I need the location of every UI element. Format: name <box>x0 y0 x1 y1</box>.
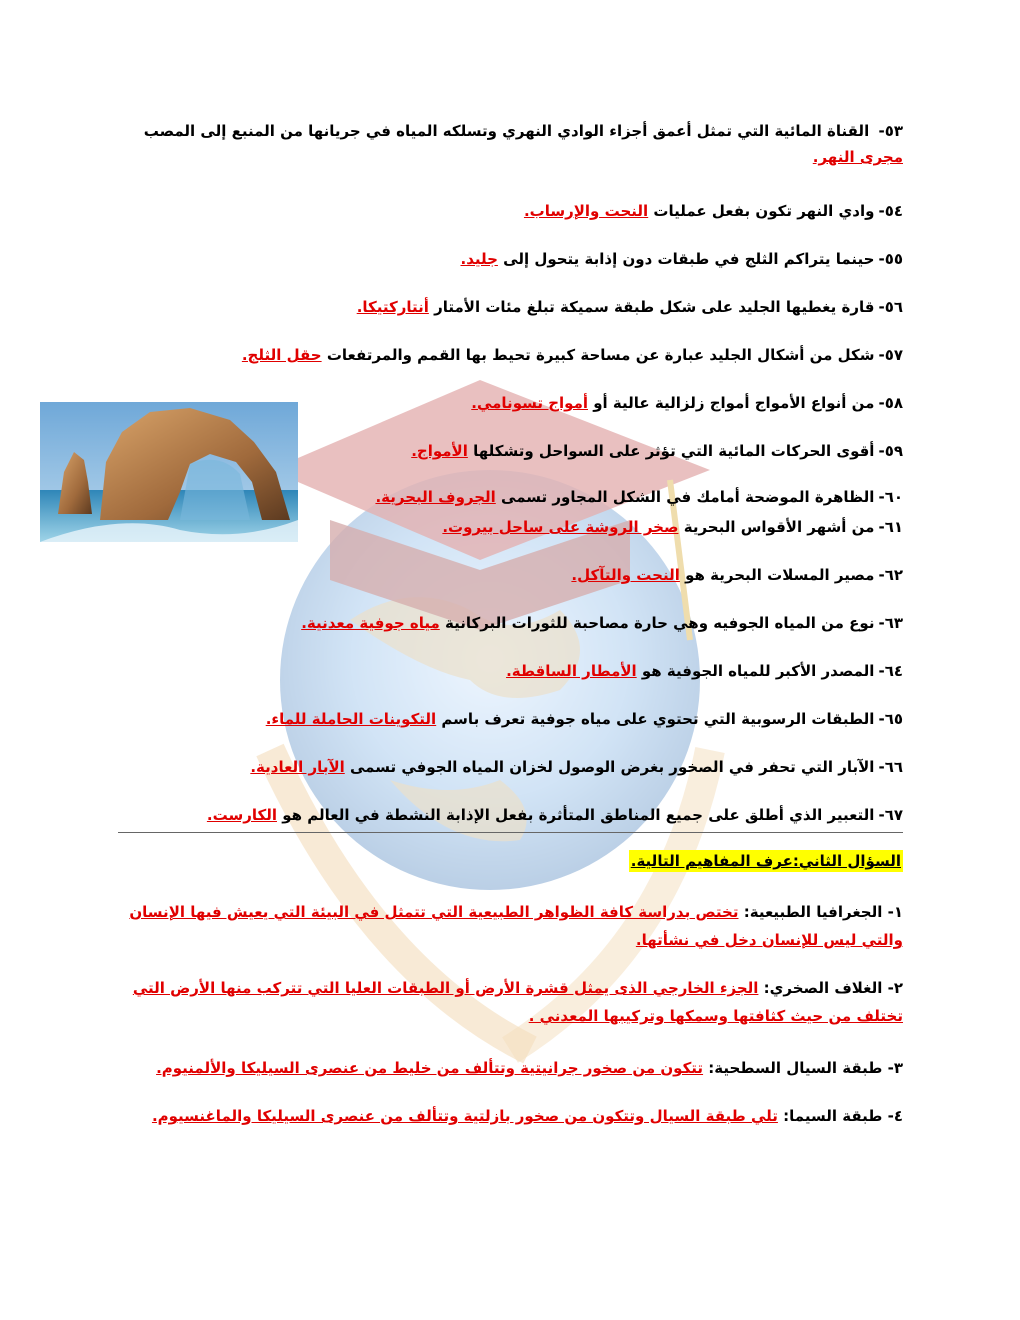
answer: الأمطار الساقطة. <box>506 662 637 680</box>
question-57: ٥٧-شكل من أشكال الجليد عبارة عن مساحة كبيرة تحيط بها القمم والمرتفعات حقل الثلج. <box>241 346 903 364</box>
answer: النحت والتآكل. <box>571 566 680 584</box>
definition-1: ١- الجغرافيا الطبيعية: تختص بدراسة كافة الظواهر الطبيعية التي تتمثل في البيئة التي يعيش فيها الإنسان والتي ليس للإنسان دخل في نشأتها. <box>129 903 903 949</box>
answer: الكارست. <box>206 806 277 824</box>
question-64: ٦٤-المصدر الأكبر للمياه الجوفية هو الأمطار الساقطة. <box>506 662 903 680</box>
answer: صخر الروشة على ساحل بيروت. <box>442 518 679 536</box>
answer: النحت والإرساب. <box>523 202 649 220</box>
section-divider <box>118 832 903 833</box>
question-67: ٦٧-التعبير الذي أطلق على جميع المناطق المتأثرة بفعل الإذابة النشطة في العالم هو الكارست. <box>206 806 903 824</box>
sea-arch-photo <box>40 402 298 542</box>
question-56: ٥٦-قارة يغطيها الجليد على شكل طبقة سميكة تبلغ مئات الأمتار أنتاركتيكا. <box>356 298 903 316</box>
definition-text: الجزء الخارجي الذى يمثل قشرة الأرض أو الطبقات العليا التي تتركب منها الأرض التي تختلف من حيث كثافتها وسمكها وتركيبها المعدني . <box>132 979 903 1025</box>
question-61: ٦١-من أشهر الأقواس البحرية صخر الروشة على ساحل بيروت. <box>442 518 903 536</box>
definition-text: تلي طبقة السيال وتتكون من صخور بازلتية وتتألف من عنصرى السيليكا والماغنسيوم. <box>151 1107 778 1125</box>
question-54: ٥٤-وادي النهر تكون بفعل عمليات النحت والإرساب. <box>523 202 903 220</box>
answer: أمواج تسونامي. <box>471 394 588 412</box>
answer: أنتاركتيكا. <box>356 298 429 316</box>
answer: الجروف البحرية. <box>375 488 496 506</box>
question-65: ٦٥-الطبقات الرسوبية التي تحتوي على مياه جوفية تعرف باسم التكوينات الحاملة للماء. <box>265 710 903 728</box>
answer: جليد. <box>460 250 498 268</box>
answer: مياه جوفية معدنية. <box>301 614 440 632</box>
question-53: ٥٣- القناة المائية التي تمثل أعمق أجزاء الوادي النهري وتسلكه المياه في جريانها من المنبع إلى المصب مجرى النهر. <box>143 122 903 166</box>
answer: الأمواج. <box>411 442 468 460</box>
question-58: ٥٨-من أنواع الأمواج أمواج زلزالية عالية أو أمواج تسونامي. <box>471 394 903 412</box>
answer: التكوينات الحاملة للماء. <box>265 710 437 728</box>
answer: حقل الثلج. <box>241 346 322 364</box>
question-55: ٥٥-حينما يتراكم الثلج في طبقات دون إذابة يتحول إلى جليد. <box>460 250 903 268</box>
definition-text: تتكون من صخور جرانيتية وتتألف من خليط من عنصرى السيليكا والألمنيوم. <box>156 1059 704 1077</box>
definition-2: ٢- الغلاف الصخري: الجزء الخارجي الذى يمثل قشرة الأرض أو الطبقات العليا التي تتركب منها الأرض التي تختلف من حيث كثافتها وسمكها وتركيبها المعدني . <box>132 979 903 1025</box>
question-59: ٥٩-أقوى الحركات المائية التي تؤثر على السواحل وتشكلها الأمواج. <box>411 442 903 460</box>
answer: الآبار العادية. <box>250 758 345 776</box>
answer: مجرى النهر. <box>812 148 903 166</box>
definition-4: ٤- طبقة السيما: تلي طبقة السيال وتتكون من صخور بازلتية وتتألف من عنصرى السيليكا والماغنسيوم. <box>151 1107 903 1125</box>
definition-3: ٣- طبقة السيال السطحية: تتكون من صخور جرانيتية وتتألف من خليط من عنصرى السيليكا والألمنيوم. <box>156 1059 903 1077</box>
definition-text: تختص بدراسة كافة الظواهر الطبيعية التي تتمثل في البيئة التي يعيش فيها الإنسان والتي ليس للإنسان دخل في نشأتها. <box>129 903 903 949</box>
question-62: ٦٢-مصير المسلات البحرية هو النحت والتآكل. <box>571 566 903 584</box>
question-60: ٦٠-الظاهرة الموضحة أمامك في الشكل المجاور تسمى الجروف البحرية. <box>375 488 903 506</box>
question-63: ٦٣-نوع من المياه الجوفيه وهي حارة مصاحبة للثورات البركانية مياه جوفية معدنية. <box>301 614 903 632</box>
section-2-heading: السؤال الثاني:عرف المفاهيم التالية. <box>630 852 901 870</box>
question-66: ٦٦-الآبار التي تحفر في الصخور بغرض الوصول لخزان المياه الجوفي تسمى الآبار العادية. <box>250 758 903 776</box>
